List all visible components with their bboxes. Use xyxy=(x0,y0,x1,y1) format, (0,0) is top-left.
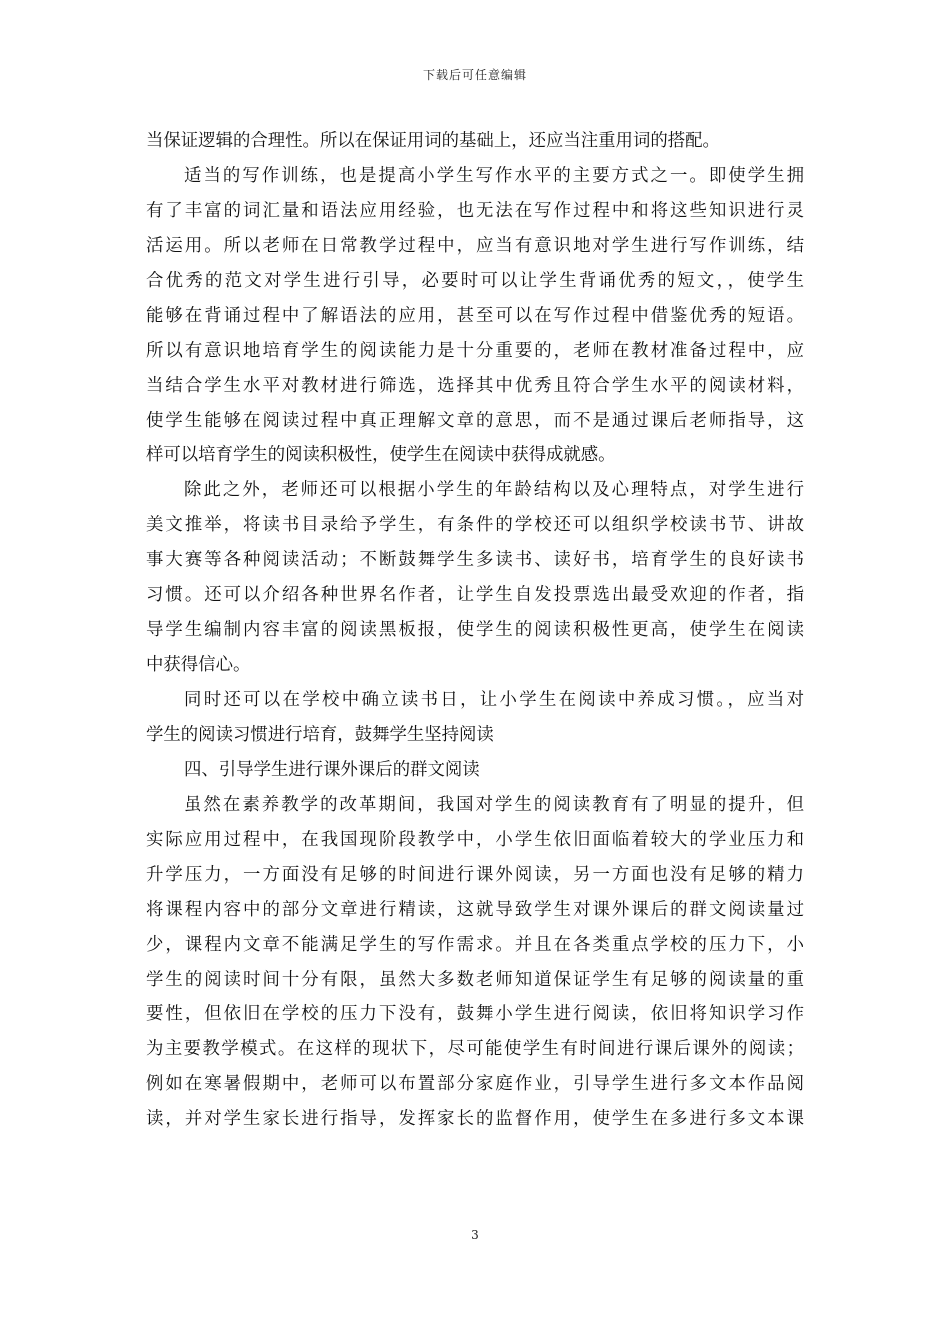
text-line: 习惯。还可以介绍各种世界名作者，让学生自发投票选出最受欢迎的作者，指 xyxy=(146,585,804,606)
text-line: 有了丰富的词汇量和语法应用经验，也无法在写作过程中和将这些知识进行灵 xyxy=(146,200,804,221)
text-line: 升学压力，一方面没有足够的时间进行课外阅读，另一方面也没有足够的精力 xyxy=(146,864,804,885)
paragraph-start-line: 同时还可以在学校中确立读书日，让小学生在阅读中养成习惯。，应当对 xyxy=(184,690,804,710)
text-line: 当保证逻辑的合理性。所以在保证用词的基础上，还应当注重用词的搭配。 xyxy=(146,131,720,151)
paragraph-start-line: 除此之外，老师还可以根据小学生的年龄结构以及心理特点，对学生进行 xyxy=(184,480,804,501)
document-body xyxy=(146,124,804,1137)
page-number: 3 xyxy=(471,1228,479,1242)
paragraph-end-line: 样可以培育学生的阅读积极性，使学生在阅读中获得成就感。 xyxy=(146,445,616,466)
paragraph-start-line: 适当的写作训练，也是提高小学生写作水平的主要方式之一。即使学生拥 xyxy=(184,165,804,186)
text-line: 少，课程内文章不能满足学生的写作需求。并且在各类重点学校的压力下，小 xyxy=(146,934,804,955)
text-line: 学生的阅读时间十分有限，虽然大多数老师知道保证学生有足够的阅读量的重 xyxy=(146,969,804,990)
text-line: 将课程内容中的部分文章进行精读，这就导致学生对课外课后的群文阅读量过 xyxy=(146,899,804,920)
text-line: 例如在寒暑假期中，老师可以布置部分家庭作业，引导学生进行多文本作品阅 xyxy=(146,1074,804,1095)
text-line: 导学生编制内容丰富的阅读黑板报，使学生的阅读积极性更高，使学生在阅读 xyxy=(146,620,804,641)
text-line: 活运用。所以老师在日常教学过程中，应当有意识地对学生进行写作训练，结 xyxy=(146,235,804,256)
text-line: 读，并对学生家长进行指导，发挥家长的监督作用，使学生在多进行多文本课 xyxy=(146,1109,804,1130)
page-header: 下载后可任意编辑 xyxy=(422,68,527,82)
text-line: 为主要教学模式。在这样的现状下，尽可能使学生有时间进行课后课外的阅读； xyxy=(146,1039,804,1060)
text-line: 能够在背诵过程中了解语法的应用，甚至可以在写作过程中借鉴优秀的短语。 xyxy=(146,305,804,326)
text-line: 实际应用过程中，在我国现阶段教学中，小学生依旧面临着较大的学业压力和 xyxy=(146,829,804,850)
paragraph-end-line: 学生的阅读习惯进行培育，鼓舞学生坚持阅读 xyxy=(146,724,494,745)
text-line: 所以有意识地培育学生的阅读能力是十分重要的，老师在教材准备过程中，应 xyxy=(146,340,804,361)
text-line: 事大赛等各种阅读活动；不断鼓舞学生多读书、读好书，培育学生的良好读书 xyxy=(146,550,804,571)
paragraph-start-line: 虽然在素养教学的改革期间，我国对学生的阅读教育有了明显的提升，但 xyxy=(184,794,804,815)
text-line: 使学生能够在阅读过程中真正理解文章的意思，而不是通过课后老师指导，这 xyxy=(146,410,804,431)
text-line: 当结合学生水平对教材进行筛选，选择其中优秀且符合学生水平的阅读材料， xyxy=(146,375,804,396)
paragraph-end-line: 中获得信心。 xyxy=(146,655,251,676)
section-heading: 四、引导学生进行课外课后的群文阅读 xyxy=(184,759,480,780)
text-line: 美文推举，将读书目录给予学生，有条件的学校还可以组织学校读书节、讲故 xyxy=(146,515,804,536)
text-line: 合优秀的范文对学生进行引导，必要时可以让学生背诵优秀的短文，，使学生 xyxy=(146,270,804,291)
text-line: 要性，但依旧在学校的压力下没有，鼓舞小学生进行阅读，依旧将知识学习作 xyxy=(146,1004,804,1025)
